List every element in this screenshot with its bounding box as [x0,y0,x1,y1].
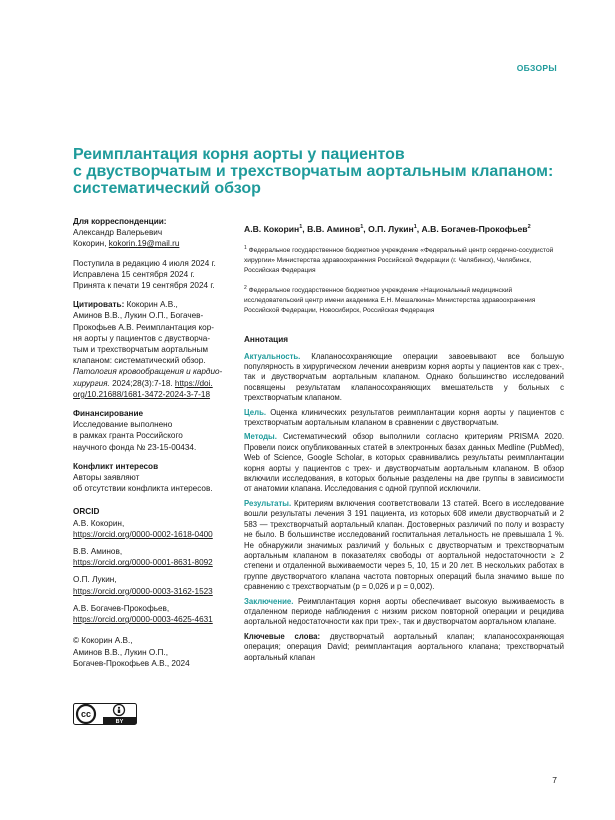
cite-journal: хирургия. [73,378,110,388]
cite-text: Прокофьев А.В. Реимплантация кор- [73,322,214,332]
conflict-text: Авторы заявляют [73,473,140,483]
section-text: Реимплантация корня аорты обеспечивает высокую выживаемость в отдаленном периоде наблюдения с низким риском повторной операции и рецидива аортальной недостаточности как при трех-, так и двустворчатом аортальном клапане. [244,596,564,627]
section-label: Заключение. [244,596,294,606]
abstract-methods [244,432,564,494]
title-line: систематический обзор [73,180,261,197]
orcid-author: А.В. Богачев-Прокофьев, [73,603,170,613]
cite-text: Кокорин А.В., [124,300,178,310]
copyright-text: © Кокорин А.В., [73,636,133,646]
conflict-heading: Конфликт интересов [73,461,159,471]
sidebar-info [73,216,233,677]
author-affil-sup: 1 [299,224,303,230]
orcid-author: О.П. Лукин, [73,575,117,585]
section-label: Результаты. [244,498,292,508]
article-title [73,146,573,197]
section-text: Оценка клинических результатов реимплантации корня аорты у пациентов с трехстворчатым аортальным клапаном в сравнении с двустворчатым. [244,407,564,428]
author-name: В.В. Аминов [307,223,361,234]
author-list [244,222,564,234]
section-label: Актуальность. [244,351,301,361]
cite-label: Цитировать: [73,300,125,310]
author-sep: , [363,223,369,234]
author-name: А.В. Кокорин [244,223,300,234]
cite-doi-link[interactable]: https://doi. [174,378,213,388]
orcid-author: А.В. Кокорин, [73,518,125,528]
author-affil-sup: 2 [527,224,531,230]
title-line: Реимплантация корня аорты у пациентов [73,146,405,163]
section-label: Методы. [244,432,277,442]
keywords-label: Ключевые слова: [244,631,321,641]
affiliation-text: Федеральное государственное бюджетное учреждение «Национальный медицинский исследовательский центр имени академика Е.Н. Мешалкина» Министерства здравоохранения Российской Федерации, Новосибирск, Российская Федерация [244,287,536,314]
section-text: Критериям включения соответствовали 13 статей. Всего в исследование вошли результаты лечения 3 191 пациента, из которых 608 имели двустворчатый и 2 583 — трехстворчатый аортальный клапан. Достоверных различий по полу и возрасту не было. В большинстве исследований госпитальная летальность не превышала 1 %. Не обнаружили значимых различий у больных с двустворчатым и трехстворчатым аортальным клапаном в показателях свободы от аортальной недостаточности ≥ 2 степени и отдаленной выживаемости через 5, 10, 15 и 20 лет. В нескольких работах в группе двустворчатого клапана частота повторных операций была значимо выше по сравнению с трехстворчатым (p = 0,026 и p = 0,002). [244,498,564,592]
by-text: BY [115,719,124,725]
author-affil-sup: 1 [413,224,417,230]
author-sep: , [416,223,422,234]
funding-text: в рамках гранта Российского [73,431,183,441]
section-text: Клапаносохраняющие операции завоевывают все большую популярность в хирургическом лечении аневризм корня аорты у пациентов как с трех-, так и двустворчатым аортальным клапаном. Однако большинство исследований посвящены результатам клапаносохраняющих вмешательств у больных с трехстворчатым клапаном. [244,351,564,403]
funding-block [73,408,233,453]
abstract-results [244,499,564,593]
abstract-heading: Аннотация [244,335,289,345]
cite-doi-link[interactable]: org/10.21688/1681-3472-2024-3-7-18 [73,389,211,399]
correspondence-line [73,238,233,249]
conflict-block [73,461,233,495]
cc-by-license-icon[interactable] [73,703,137,725]
affiliation [244,244,564,275]
author-affil-sup: 1 [360,224,364,230]
abstract-conclusion [244,597,564,628]
cite-ref: 2024;28(3):7-18. [109,378,175,388]
cite-block [73,299,233,400]
correspondence-surname: Кокорин, [73,239,109,249]
section-tag: ОБЗОРЫ [516,63,557,73]
author-sep: , [302,223,308,234]
correspondence-heading: Для корреспонденции: [73,217,167,226]
copyright-block [73,635,233,669]
cite-text: ня аорты у пациентов с двустворча- [73,333,211,343]
correspondence-name: Александр Валерьевич [73,228,163,238]
funding-text: научного фонда № 23-15-00434. [73,442,197,452]
affiliation-sup: 2 [244,285,247,292]
author-name: А.В. Богачев-Прокофьев [421,223,528,234]
section-text: Систематический обзор выполнили согласно критериям PRISMA 2020. Провели поиск опубликованных статей в электронных базах данных Medline (PubMed), Web of Science, Google Scholar, в которых сравнивались результаты реимплантации корня аорты у пациентов с трех- и двустворчатым аортальным клапаном. В обзор включили исследования, в которых больные разделены на две группы в зависимости от анатомии клапана. Исследования с одной группой исключили. [244,432,564,494]
section-label: Цель. [244,407,267,417]
orcid-heading: ORCID [73,507,100,517]
abstract-relevance [244,352,564,404]
cite-text: клапаном: систематический обзор. [73,356,206,366]
copyright-text: Богачев-Прокофьев А.В., 2024 [73,658,190,668]
affiliation-text: Федеральное государственное бюджетное учреждение «Федеральный центр сердечно-сосудистой хирургии» Министерства здравоохранения Российской Федерации (г. Челябинск), Челябинск, Российская Федерация [244,247,554,274]
funding-text: Исследование выполнено [73,420,173,430]
orcid-link[interactable]: https://orcid.org/0000-0003-4625-4631 [73,615,213,625]
date-received: Поступила в редакцию 4 июля 2024 г. [73,258,216,268]
author-name: О.П. Лукин [368,223,414,234]
affiliation [244,284,564,315]
date-accepted: Принята к печати 19 сентября 2024 г. [73,281,215,291]
cite-journal: Патология кровообращения и кардио- [73,367,223,377]
dates-block [73,258,233,292]
orcid-link[interactable]: https://orcid.org/0000-0003-3162-1523 [73,586,213,596]
orcid-link[interactable]: https://orcid.org/0000-0001-8631-8092 [73,558,213,568]
funding-heading: Финансирование [73,409,144,419]
abstract-aim [244,408,564,429]
cite-text: Аминов В.В., Лукин О.П., Богачев- [73,311,204,321]
correspondence-email-link[interactable]: kokorin.19@mail.ru [108,239,180,249]
conflict-text: об отсутствии конфликта интересов. [73,484,213,494]
affiliation-sup: 1 [244,245,247,252]
page-number: 7 [552,775,557,785]
cc-text: cc [80,709,92,719]
cite-text: тым и трехстворчатым аортальным [73,345,209,355]
orcid-link[interactable]: https://orcid.org/0000-0002-1618-0400 [73,529,213,539]
main-column [244,216,564,667]
date-revised: Исправлена 15 сентября 2024 г. [73,269,195,279]
abstract-keywords [244,632,564,663]
title-line: с двустворчатым и трехстворчатым аортальным клапаном: [73,163,554,180]
keywords-text: двустворчатый аортальный клапан; клапаносохраняющая операция; операция David; реимплантация аортального клапана; трехстворчатый аортальный клапан [244,631,564,662]
orcid-block [73,506,233,625]
orcid-author: В.В. Аминов, [73,547,123,557]
copyright-text: Аминов В.В., Лукин О.П., [73,647,168,657]
correspondence-block [73,216,233,250]
